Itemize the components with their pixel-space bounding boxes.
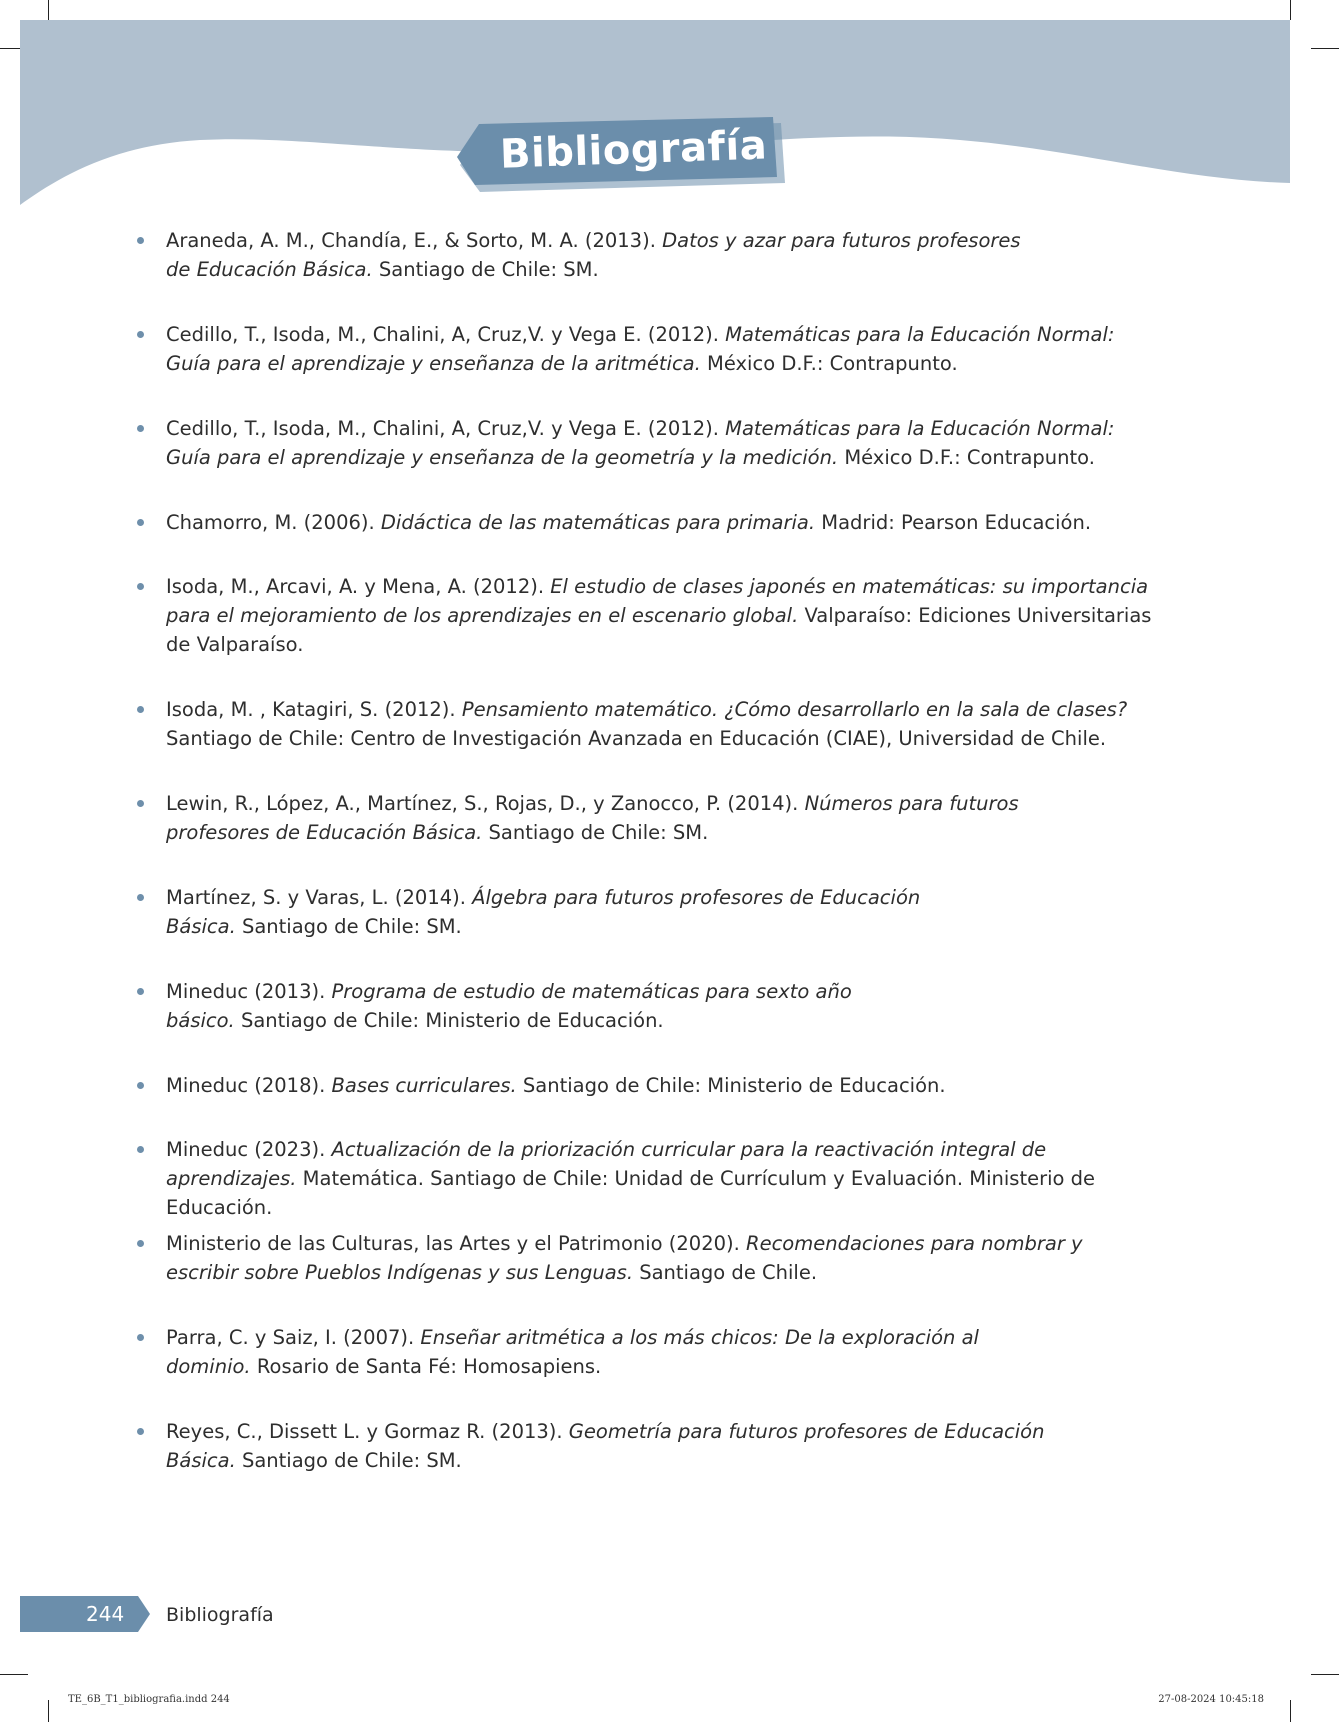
list-item: Isoda, M. , Katagiri, S. (2012). Pensamiento matemático. ¿Cómo desarrollarlo en la sala de clases? Santiago de Chile: Centro de Investigación Avanzada en Educación (CIAE), Universidad de Chile. [166,695,1156,753]
bullet-icon [137,1146,144,1153]
crop-mark [1311,1674,1339,1675]
crop-mark [0,1674,28,1675]
list-item: Parra, C. y Saiz, I. (2007). Enseñar aritmética a los más chicos: De la exploración al dominio. Rosario de Santa Fé: Homosapiens. [166,1323,1066,1381]
bullet-icon [137,519,144,526]
slug-timestamp: 27-08-2024 10:45:18 [1158,1694,1264,1705]
bullet-icon [137,1334,144,1341]
bullet-icon [137,331,144,338]
footer-section-label: Bibliografía [166,1604,274,1626]
list-item: Ministerio de las Culturas, las Artes y el Patrimonio (2020). Recomendaciones para nombrar y escribir sobre Pueblos Indígenas y sus Lenguas. Santiago de Chile. [166,1229,1156,1287]
slug-filename: TE_6B_T1_bibliografia.indd 244 [68,1694,230,1705]
list-item: Chamorro, M. (2006). Didáctica de las matemáticas para primaria. Madrid: Pearson Educación. [166,508,1156,537]
list-item: Martínez, S. y Varas, L. (2014). Álgebra para futuros profesores de Educación Básica. Santiago de Chile: SM. [166,883,996,941]
crop-mark [1290,1700,1291,1722]
list-item: Lewin, R., López, A., Martínez, S., Rojas, D., y Zanocco, P. (2014). Números para futuros profesores de Educación Básica. Santiago de Chile: SM. [166,789,1126,847]
list-item: Mineduc (2018). Bases curriculares. Santiago de Chile: Ministerio de Educación. [166,1071,1156,1100]
bullet-icon [137,706,144,713]
bullet-icon [137,988,144,995]
bullet-icon [137,1428,144,1435]
bullet-icon [137,237,144,244]
list-item: Mineduc (2013). Programa de estudio de matemáticas para sexto año básico. Santiago de Chile: Ministerio de Educación. [166,977,926,1035]
bullet-icon [137,583,144,590]
bullet-icon [137,425,144,432]
bullet-icon [137,800,144,807]
bullet-icon [137,894,144,901]
list-item: Cedillo, T., Isoda, M., Chalini, A, Cruz,V. y Vega E. (2012). Matemáticas para la Educación Normal: Guía para el aprendizaje y enseñanza de la geometría y la medición. México D.F.: Contrapunto. [166,414,1126,472]
list-item: Mineduc (2023). Actualización de la priorización curricular para la reactivación integral de aprendizajes. Matemática. Santiago de Chile: Unidad de Currículum y Evaluación. Ministerio de Educación. [166,1135,1166,1222]
list-item: Reyes, C., Dissett L. y Gormaz R. (2013). Geometría para futuros profesores de Educación Básica. Santiago de Chile: SM. [166,1417,1116,1475]
list-item: Cedillo, T., Isoda, M., Chalini, A, Cruz,V. y Vega E. (2012). Matemáticas para la Educación Normal: Guía para el aprendizaje y enseñanza de la aritmética. México D.F.: Contrapunto. [166,320,1126,378]
list-item: Araneda, A. M., Chandía, E., & Sorto, M. A. (2013). Datos y azar para futuros profesores de Educación Básica. Santiago de Chile: SM. [166,226,1026,284]
list-item: Isoda, M., Arcavi, A. y Mena, A. (2012). El estudio de clases japonés en matemáticas: su importancia para el mejoramiento de los aprendizajes en el escenario global. Valparaíso: Ediciones Universitarias de Valparaíso. [166,572,1156,659]
bullet-icon [137,1240,144,1247]
crop-mark [48,1700,49,1722]
bullet-icon [137,1082,144,1089]
page-number: 244 [86,1602,125,1626]
page-title: Bibliografía [499,122,768,178]
